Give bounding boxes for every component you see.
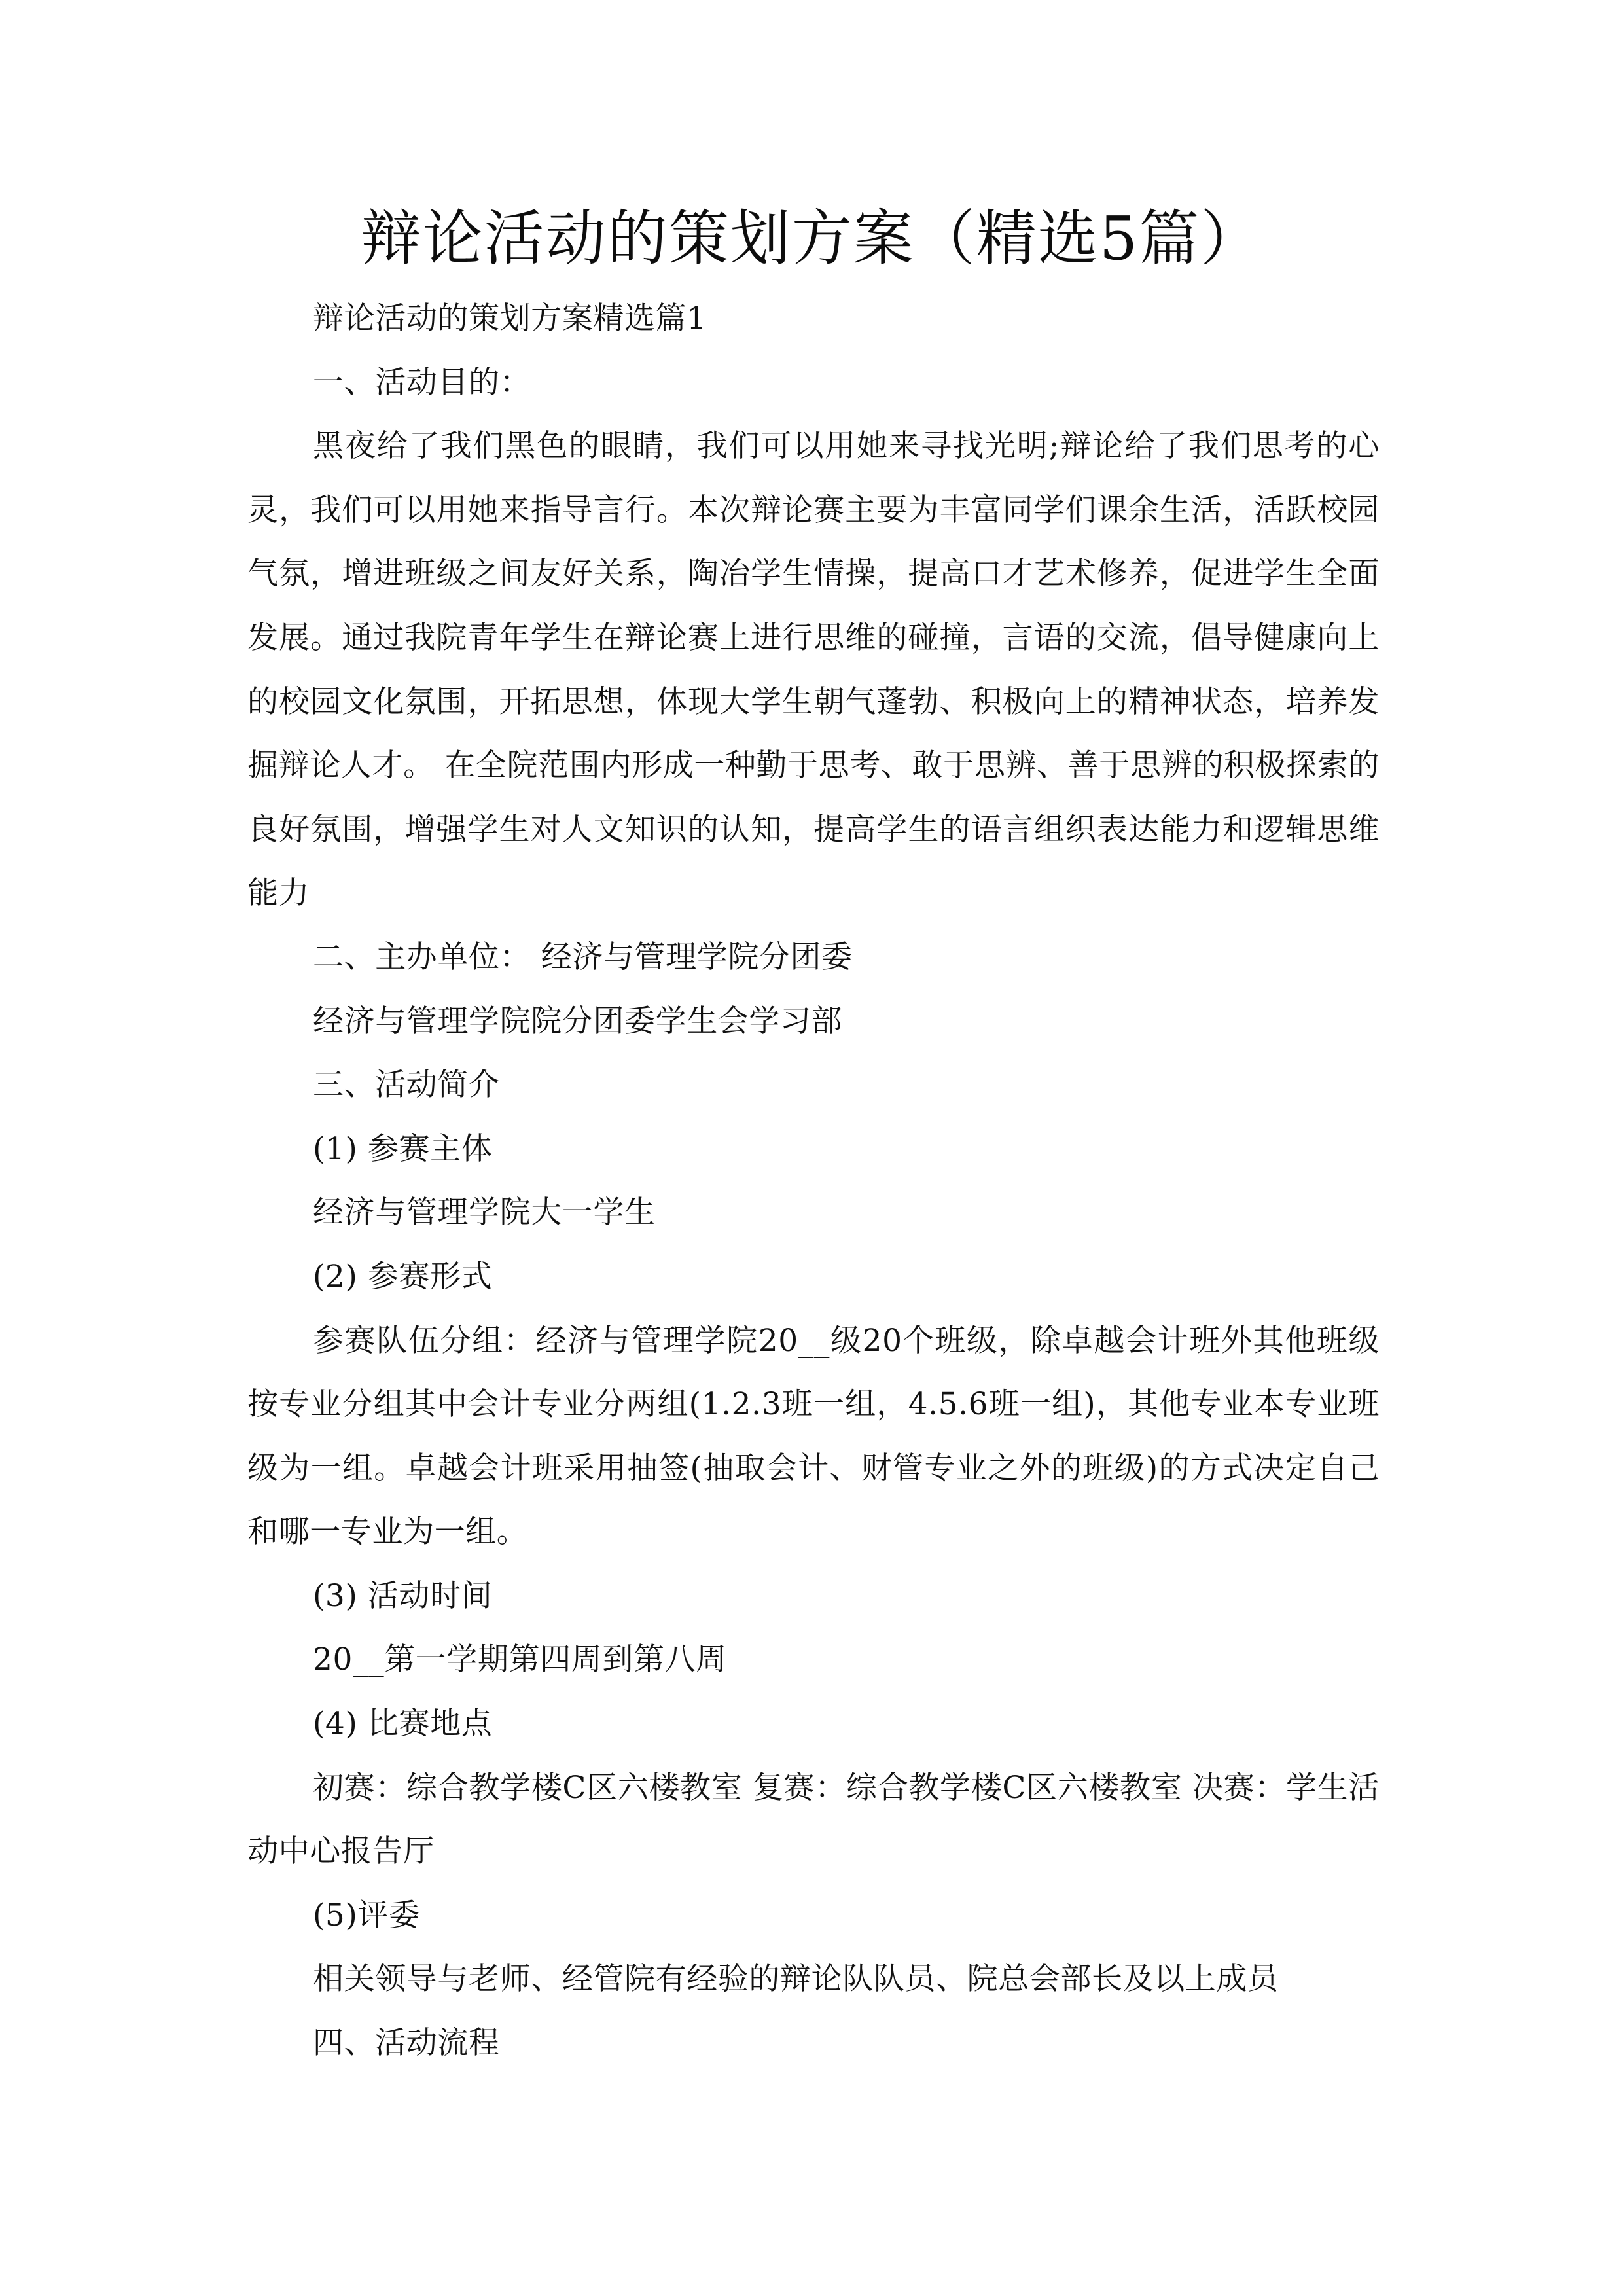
subheading-format: (2) 参赛形式 — [313, 1258, 493, 1295]
subheading-judges: (5)评委 — [313, 1897, 420, 1933]
subheading-participants: (1) 参赛主体 — [313, 1130, 493, 1167]
subheading-time: (3) 活动时间 — [313, 1577, 493, 1614]
section-heading-purpose: 一、活动目的： — [313, 364, 531, 401]
document-title: 辩论活动的策划方案（精选5篇） — [361, 204, 1262, 274]
paragraph-judges: 相关领导与老师、经管院有经验的辩论队队员、院总会部长及以上成员 — [313, 1961, 1279, 1998]
section-heading-process: 四、活动流程 — [313, 2025, 500, 2062]
document-body — [247, 287, 1380, 2075]
paragraph-organizer-dept: 经济与管理学院院分团委学生会学习部 — [313, 1003, 843, 1039]
paragraph-participants: 经济与管理学院大一学生 — [313, 1194, 656, 1231]
paragraph-venue: 初赛：综合教学楼C区六楼教室 复赛：综合教学楼C区六楼教室 决赛：学生活动中心报告厅 — [247, 1769, 1380, 1870]
section-heading-organizer: 二、主办单位： 经济与管理学院分团委 — [313, 939, 853, 975]
paragraph-purpose: 黑夜给了我们黑色的眼睛，我们可以用她来寻找光明;辩论给了我们思考的心灵，我们可以用她来指导言行。本次辩论赛主要为丰富同学们课余生活，活跃校园气氛，增进班级之间友好关系，陶冶学生情操，提高口才艺术修养，促进学生全面发展。通过我院青年学生在辩论赛上进行思维的碰撞，言语的交流，倡导健康向上的校园文化氛围，开拓思想，体现大学生朝气蓬勃、积极向上的精神状态，培养发掘辩论人才。 在全院范围内形成一种勤于思考、敢于思辨、善于思辨的积极探索的良好氛围，增强学生对人文知识的认知，提高学生的语言组织表达能力和逻辑思维能力 — [247, 428, 1380, 912]
paragraph-format: 参赛队伍分组：经济与管理学院20__级20个班级，除卓越会计班外其他班级按专业分组其中会计专业分两组(1.2.3班一组，4.5.6班一组)，其他专业本专业班级为一组。卓越会计班采用抽签(抽取会计、财管专业之外的班级)的方式决定自己和哪一专业为一组。 — [247, 1322, 1380, 1551]
paragraph-time: 20__第一学期第四周到第八周 — [313, 1641, 727, 1678]
section-heading-introduction: 三、活动简介 — [313, 1067, 500, 1103]
section-heading-article-1: 辩论活动的策划方案精选篇1 — [313, 300, 707, 336]
subheading-venue: (4) 比赛地点 — [313, 1706, 493, 1742]
